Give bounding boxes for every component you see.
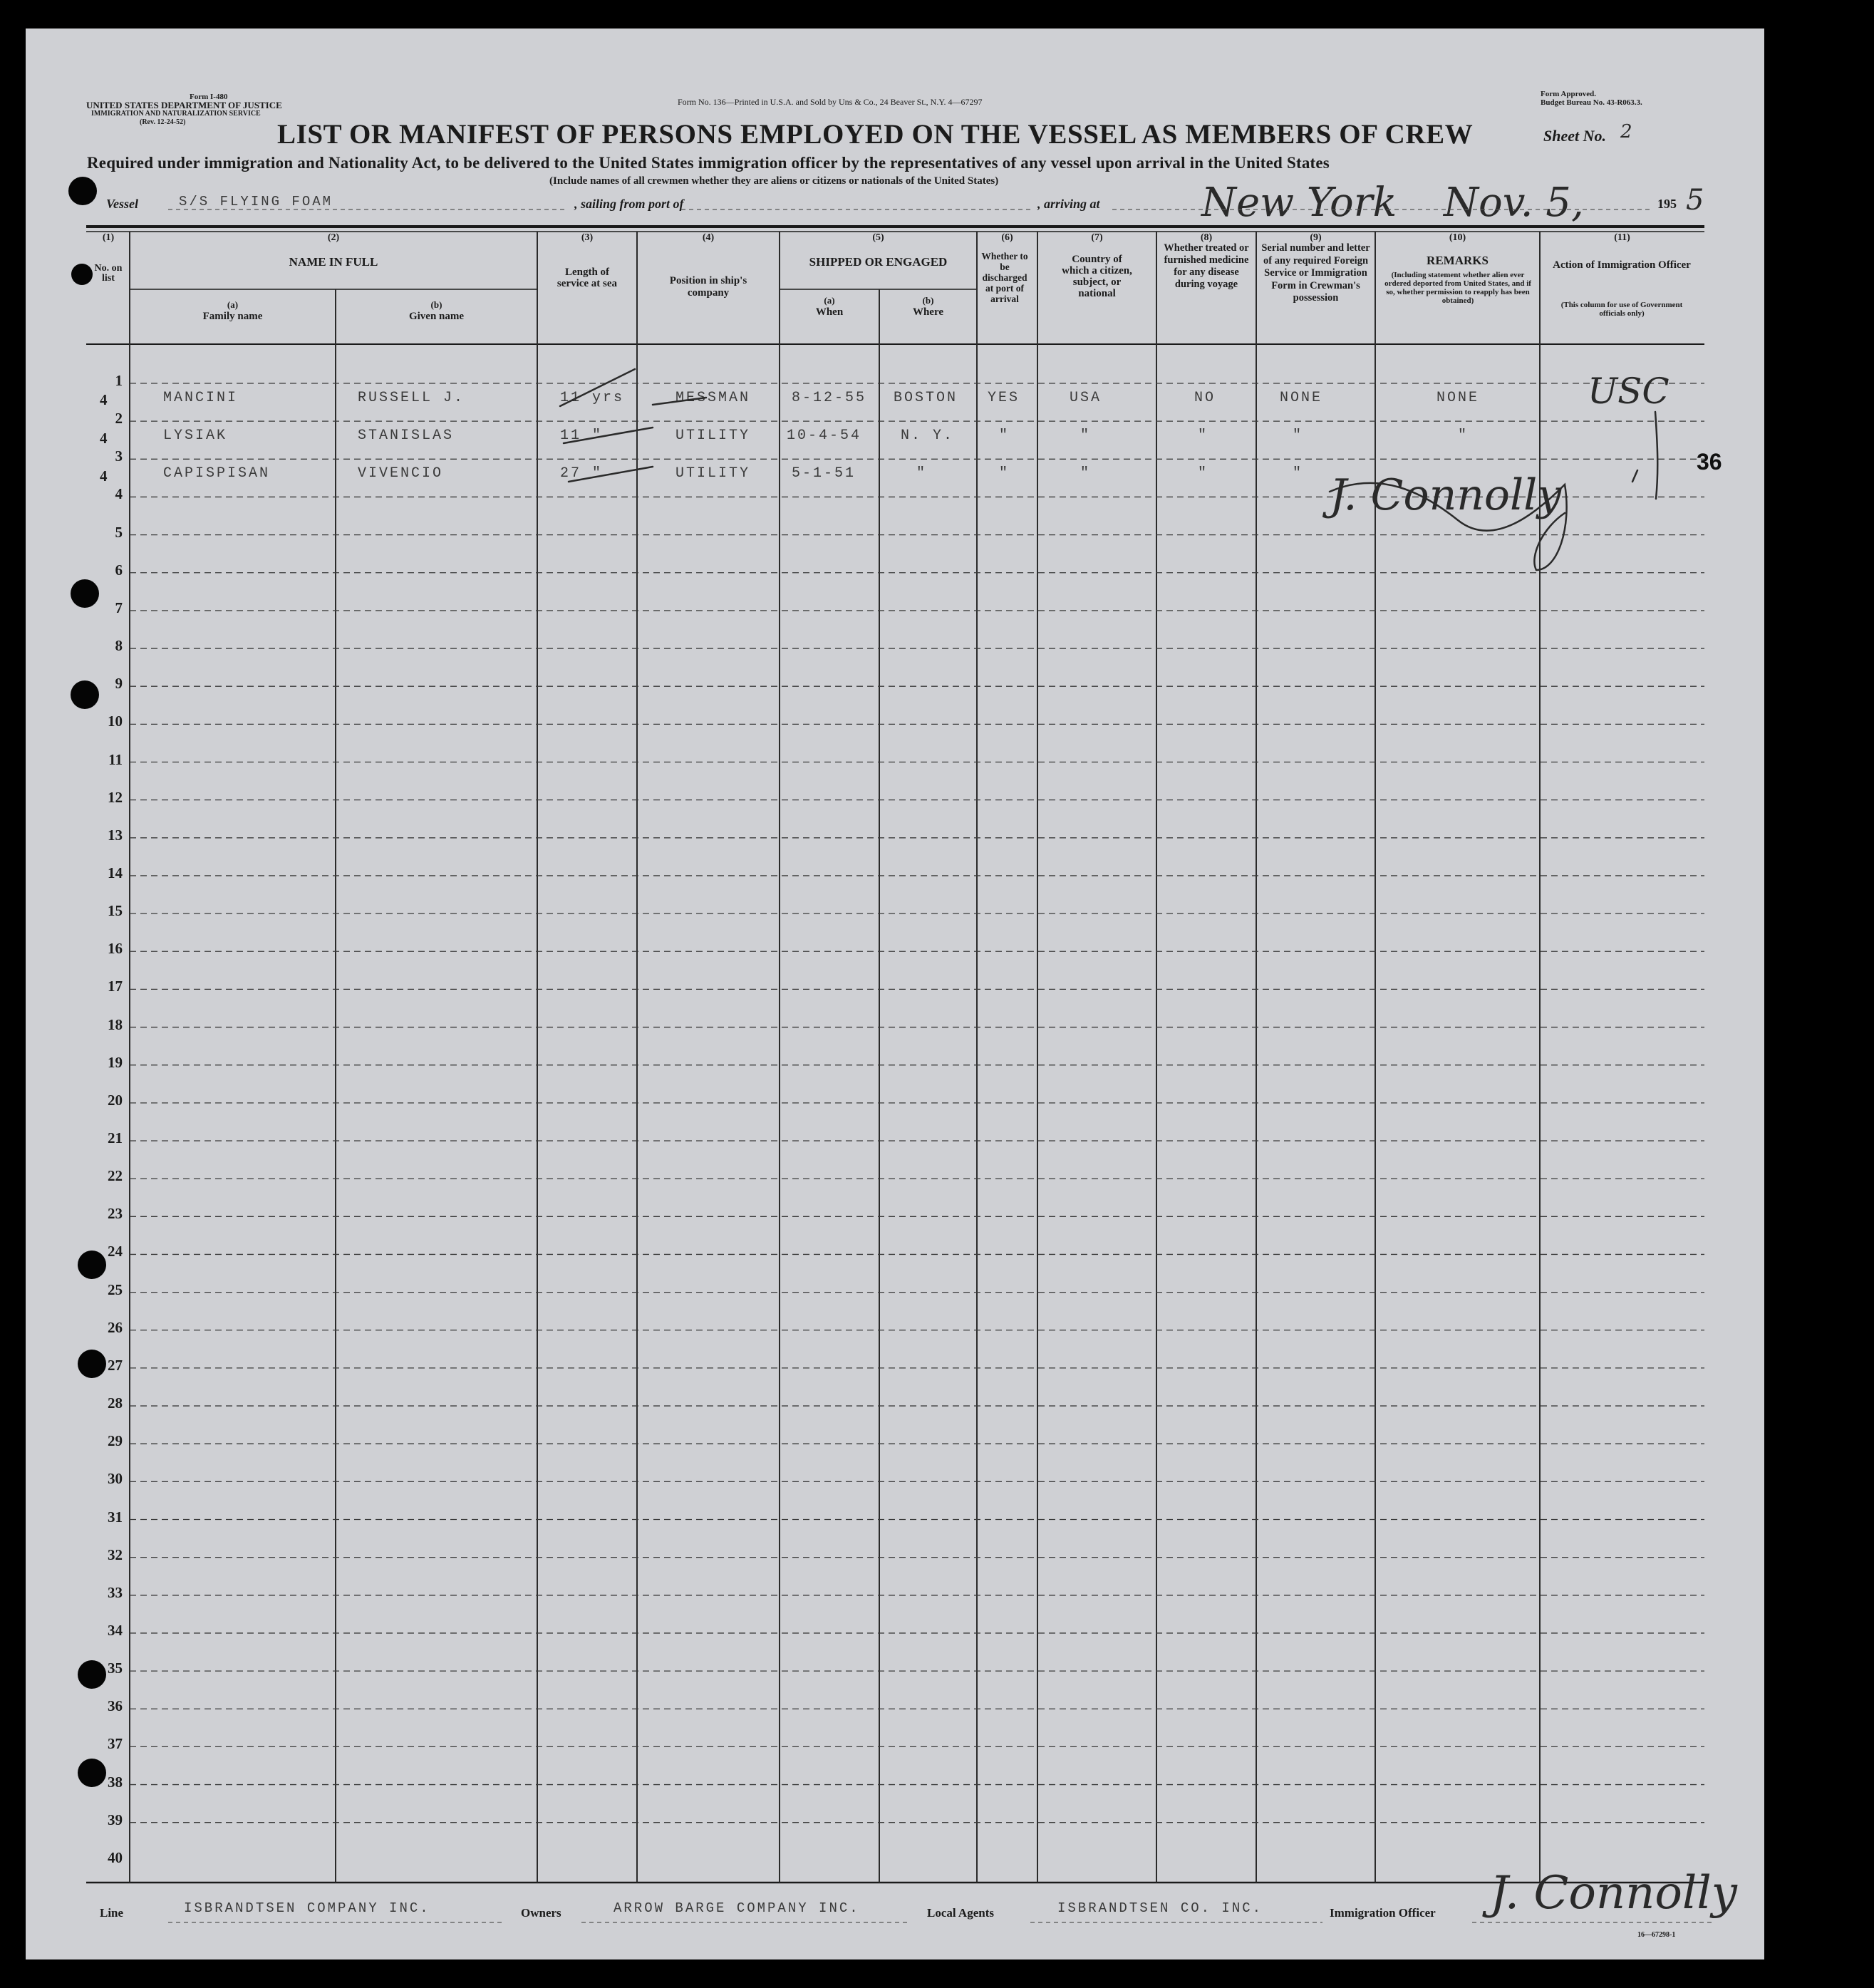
row-number: 7 — [115, 599, 123, 616]
row-number: 34 — [108, 1621, 123, 1639]
crew-1-discharged: YES — [988, 390, 1020, 406]
row-number: 11 — [108, 750, 123, 768]
crew-2-family-name: LYSIAK — [163, 428, 228, 444]
owners-value: ARROW BARGE COMPANY INC. — [614, 1900, 860, 1916]
col-2-header: NAME IN FULL — [289, 255, 378, 269]
row-number: 5 — [115, 523, 123, 541]
col-9-number: (9) — [1310, 232, 1322, 243]
col-2a-number: (a) — [227, 299, 239, 310]
form-subtitle: Required under immigration and Nationality Act, to be delivered to the United States immigration officer by the representatives of any vessel upon arrival in the United States — [87, 154, 1330, 172]
col-6-header: Whether to be discharged at port of arrival — [981, 251, 1028, 304]
col-10-number: (10) — [1449, 232, 1466, 243]
row-prefix-43: 4 — [100, 467, 108, 485]
row-prefix-42: 4 — [100, 430, 108, 447]
crew-3-given-name: VIVENCIO — [358, 465, 444, 482]
crew-2-service: 11 " — [560, 428, 604, 444]
line-value: ISBRANDTSEN COMPANY INC. — [184, 1900, 430, 1916]
row-number: 14 — [108, 864, 123, 881]
row-number: 15 — [108, 902, 123, 920]
form-note: (Include names of all crewmen whether they are aliens or citizens or nationals of the United States) — [549, 175, 999, 187]
row-number: 4 — [115, 485, 123, 503]
row-number: 10 — [108, 713, 123, 730]
row-number: 3 — [115, 447, 123, 465]
crew-1-where: BOSTON — [894, 390, 958, 406]
col-1-number: (1) — [102, 232, 115, 243]
row-number: 18 — [108, 1015, 123, 1033]
crew-1-medicine: NO — [1194, 390, 1216, 406]
row-number: 36 — [108, 1697, 123, 1715]
col-10-header: REMARKS — [1427, 254, 1489, 267]
row-number: 26 — [108, 1318, 123, 1336]
crew-1-family-name: MANCINI — [163, 390, 239, 406]
sheet-label: Sheet No. — [1543, 127, 1606, 145]
col-5a-number: (a) — [824, 295, 835, 306]
sailing-label: , sailing from port of — [574, 197, 684, 211]
agents-label: Local Agents — [927, 1906, 994, 1920]
officer-signature: J. Connolly — [1490, 1867, 1737, 1920]
crew-3-family-name: CAPISPISAN — [163, 465, 271, 482]
col-5-number: (5) — [872, 232, 884, 243]
crew-3-serial: " — [1293, 465, 1304, 482]
row-number: 17 — [108, 978, 123, 995]
agents-value: ISBRANDTSEN CO. INC. — [1057, 1900, 1263, 1916]
crew-2-medicine: " — [1198, 428, 1209, 444]
year-prefix: 195 — [1657, 197, 1677, 211]
crew-1-position: MESSMAN — [675, 390, 751, 406]
col-4-number: (4) — [702, 232, 715, 243]
col-8-number: (8) — [1200, 232, 1213, 243]
punch-hole — [78, 1660, 106, 1689]
row-number: 2 — [115, 410, 123, 428]
vessel-name: S/S FLYING FOAM — [179, 194, 333, 209]
row-number: 6 — [115, 561, 123, 579]
row-number: 24 — [108, 1243, 123, 1260]
approval: Form Approved. — [1541, 90, 1597, 98]
crew-3-where: " — [916, 465, 928, 482]
punch-hole — [71, 680, 99, 709]
row-number: 25 — [108, 1280, 123, 1298]
crew-2-remarks: " — [1458, 428, 1469, 444]
crew-1-serial: NONE — [1280, 390, 1323, 406]
punch-hole — [78, 1350, 106, 1378]
arrival-date: Nov. 5, — [1444, 180, 1584, 226]
vessel-label: Vessel — [106, 197, 138, 211]
row-number: 13 — [108, 826, 123, 844]
col-11-header: Action of Immigration Officer — [1553, 259, 1691, 271]
row-number: 32 — [108, 1546, 123, 1563]
row-number: 23 — [108, 1205, 123, 1223]
crew-3-service: 27 " — [560, 465, 604, 482]
arriving-label: , arriving at — [1037, 197, 1100, 211]
col-6-number: (6) — [1001, 232, 1013, 243]
row-number: 21 — [108, 1129, 123, 1146]
row-number: 31 — [108, 1508, 123, 1526]
col-3-header: Length of service at sea — [556, 266, 618, 289]
crew-3-position: UTILITY — [675, 465, 751, 482]
col-5b-number: (b) — [922, 295, 934, 306]
manifest-sheet — [26, 29, 1764, 1959]
crew-3-country: " — [1080, 465, 1092, 482]
punch-hole — [78, 1251, 106, 1279]
crew-3-when: 5-1-51 — [792, 465, 856, 482]
row-number: 20 — [108, 1091, 123, 1109]
row-number: 35 — [108, 1660, 123, 1677]
col-9-header: Serial number and letter of any required Foreign Service or Immigration Form in Crewman's possession — [1261, 242, 1370, 304]
punch-hole — [68, 177, 97, 205]
col-2b-header: Given name — [408, 311, 465, 322]
crew-2-where: N. Y. — [901, 428, 955, 444]
crew-2-country: " — [1080, 428, 1092, 444]
form-id: Form I-480 — [190, 93, 228, 101]
punch-hole — [71, 264, 93, 285]
col-2-number: (2) — [327, 232, 340, 243]
row-number: 8 — [115, 637, 123, 655]
page-stamp: 36 — [1697, 449, 1722, 475]
department: UNITED STATES DEPARTMENT OF JUSTICE — [86, 100, 282, 110]
col-10-note: (Including statement whether alien ever ordered deported from United States, and if so, whether permission to reapply has been obtained) — [1384, 271, 1531, 305]
budget-number: Budget Bureau No. 43-R063.3. — [1541, 98, 1642, 107]
col-2b-number: (b) — [430, 299, 442, 310]
col-1-header: No. on list — [94, 263, 123, 284]
col-8-header: Whether treated or furnished medicine for any disease during voyage — [1164, 242, 1249, 290]
punch-hole — [78, 1759, 106, 1787]
col-7-number: (7) — [1091, 232, 1103, 243]
row-prefix-41: 4 — [100, 391, 108, 408]
col-5a-header: When — [815, 306, 844, 318]
crew-1-country: USA — [1070, 390, 1102, 406]
crew-3-discharged: " — [999, 465, 1010, 482]
col-2a-header: Family name — [202, 311, 263, 322]
row-number: 12 — [108, 788, 123, 806]
crew-2-discharged: " — [999, 428, 1010, 444]
row-number: 30 — [108, 1470, 123, 1488]
row-number: 33 — [108, 1583, 123, 1601]
form-title: LIST OR MANIFEST OF PERSONS EMPLOYED ON THE VESSEL AS MEMBERS OF CREW — [277, 119, 1474, 150]
crew-1-remarks: NONE — [1436, 390, 1480, 406]
col-11-number: (11) — [1614, 232, 1630, 243]
row-number: 16 — [108, 940, 123, 958]
col-5-header: SHIPPED OR ENGAGED — [809, 255, 948, 269]
row-number: 29 — [108, 1432, 123, 1450]
col-4-header: Position in ship's company — [669, 275, 747, 299]
row-number: 1 — [115, 372, 123, 389]
row-number: 22 — [108, 1167, 123, 1185]
col-5b-header: Where — [912, 306, 944, 318]
row-number: 40 — [108, 1848, 123, 1866]
col-7-header: Country of which a citizen, subject, or national — [1062, 254, 1132, 299]
year-digit: 5 — [1686, 184, 1704, 217]
row-number: 28 — [108, 1394, 123, 1412]
crew-2-given-name: STANISLAS — [358, 428, 455, 444]
form-code: 16—67298-1 — [1637, 1931, 1676, 1939]
row-number: 27 — [108, 1356, 123, 1374]
row-number: 9 — [115, 675, 123, 693]
owners-label: Owners — [521, 1906, 561, 1920]
row-number: 39 — [108, 1811, 123, 1828]
line-label: Line — [100, 1906, 124, 1920]
crew-2-position: UTILITY — [675, 428, 751, 444]
row-signature: J. Connolly — [1330, 470, 1562, 520]
footer-underlines — [26, 29, 1764, 1959]
crew-1-when: 8-12-55 — [792, 390, 867, 406]
col-3-number: (3) — [581, 232, 594, 243]
revision: (Rev. 12-24-52) — [140, 118, 186, 126]
crew-1-service: 11 yrs — [560, 390, 625, 406]
crew-2-serial: " — [1293, 428, 1304, 444]
punch-hole — [71, 579, 99, 608]
col-11-note: (This column for use of Government officials only) — [1560, 301, 1683, 318]
action-usc: USC — [1588, 371, 1669, 412]
crew-1-given-name: RUSSELL J. — [358, 390, 465, 406]
printer-note: Form No. 136—Printed in U.S.A. and Sold by Uns & Co., 24 Beaver St., N.Y. 4—67297 — [678, 97, 983, 107]
officer-label: Immigration Officer — [1330, 1906, 1436, 1920]
crew-3-medicine: " — [1198, 465, 1209, 482]
service: IMMIGRATION AND NATURALIZATION SERVICE — [91, 110, 261, 118]
crew-2-when: 10-4-54 — [787, 428, 862, 444]
arriving-port: New York — [1201, 180, 1397, 226]
row-number: 37 — [108, 1735, 123, 1753]
row-number: 38 — [108, 1773, 123, 1791]
row-number: 19 — [108, 1053, 123, 1071]
sheet-number: 2 — [1620, 121, 1632, 143]
